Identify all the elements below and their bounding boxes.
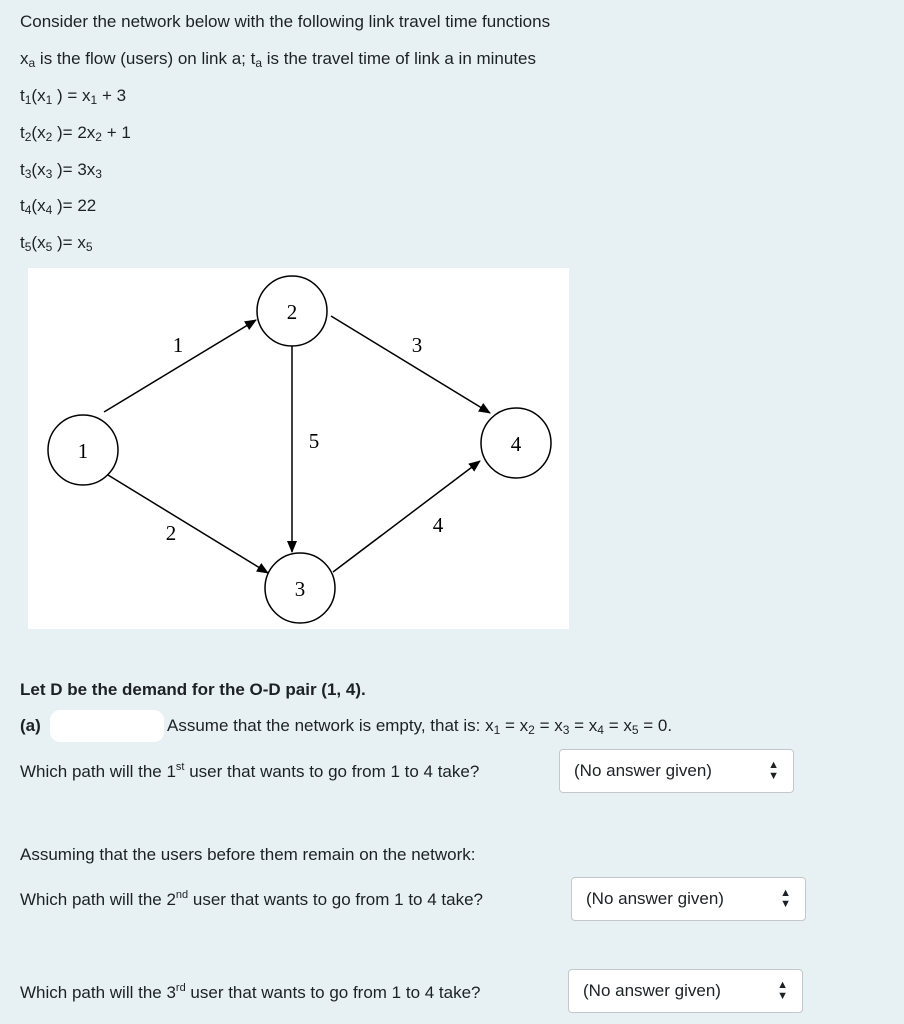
question-1: Which path will the 1st user that wants to go from 1 to 4 take? bbox=[20, 761, 480, 781]
link-1-label: 1 bbox=[172, 333, 184, 357]
link-2-label: 2 bbox=[165, 521, 177, 545]
updown-icon: ▲ ▼ bbox=[768, 759, 779, 782]
assuming-text: Assuming that the users before them remain on the network: bbox=[20, 845, 476, 864]
demand-statement: Let D be the demand for the O-D pair (1, 4). bbox=[20, 680, 366, 699]
link-2 bbox=[108, 475, 268, 573]
link-5-label: 5 bbox=[308, 429, 320, 453]
redacted-area bbox=[50, 710, 164, 742]
answer-select-2-value: (No answer given) bbox=[586, 889, 724, 908]
updown-icon: ▲ ▼ bbox=[777, 979, 788, 1002]
part-a-assumption: Assume that the network is empty, that is: $x_1 = x_2 = x_3 = x_4 = x_5 = 0$. bbox=[167, 716, 673, 737]
link-3-label: 3 bbox=[411, 333, 423, 357]
flow-definition: $x_a$ is the flow (users) on link a; $t_a$ is the travel time of link a in minutes bbox=[20, 49, 537, 70]
link-3 bbox=[331, 316, 490, 413]
answer-select-3[interactable] bbox=[568, 969, 803, 1013]
question-3: Which path will the 3rd user that wants to go from 1 to 4 take? bbox=[20, 982, 481, 1002]
intro-text: Consider the network below with the following link travel time functions bbox=[20, 12, 551, 31]
function-t1: $t_1(x_1$ ) = $x_1 + 3$ bbox=[20, 86, 127, 107]
answer-select-1-value: (No answer given) bbox=[574, 761, 712, 780]
node-1-label: 1 bbox=[77, 439, 89, 463]
answer-select-1[interactable] bbox=[559, 749, 794, 793]
node-2-label: 2 bbox=[286, 300, 298, 324]
link-4 bbox=[333, 461, 480, 572]
part-a-label: (a) bbox=[20, 716, 41, 735]
function-t4: $t_4(x_4$ )= 22 bbox=[20, 196, 97, 217]
link-4-label: 4 bbox=[432, 513, 444, 537]
function-t3: $t_3(x_3$ )= $3x_3$ bbox=[20, 160, 102, 181]
answer-select-2[interactable] bbox=[571, 877, 806, 921]
question-2: Which path will the 2nd user that wants to go from 1 to 4 take? bbox=[20, 889, 483, 909]
function-t2: $t_2(x_2$ )= $2x_2 + 1$ bbox=[20, 123, 131, 144]
function-t5: $t_5(x_5$ )= $x_5$ bbox=[20, 233, 93, 254]
network-svg bbox=[28, 268, 569, 629]
node-4-label: 4 bbox=[510, 432, 522, 456]
network-diagram bbox=[28, 268, 569, 629]
node-3-label: 3 bbox=[294, 577, 306, 601]
answer-select-3-value: (No answer given) bbox=[583, 981, 721, 1000]
updown-icon: ▲ ▼ bbox=[780, 887, 791, 910]
